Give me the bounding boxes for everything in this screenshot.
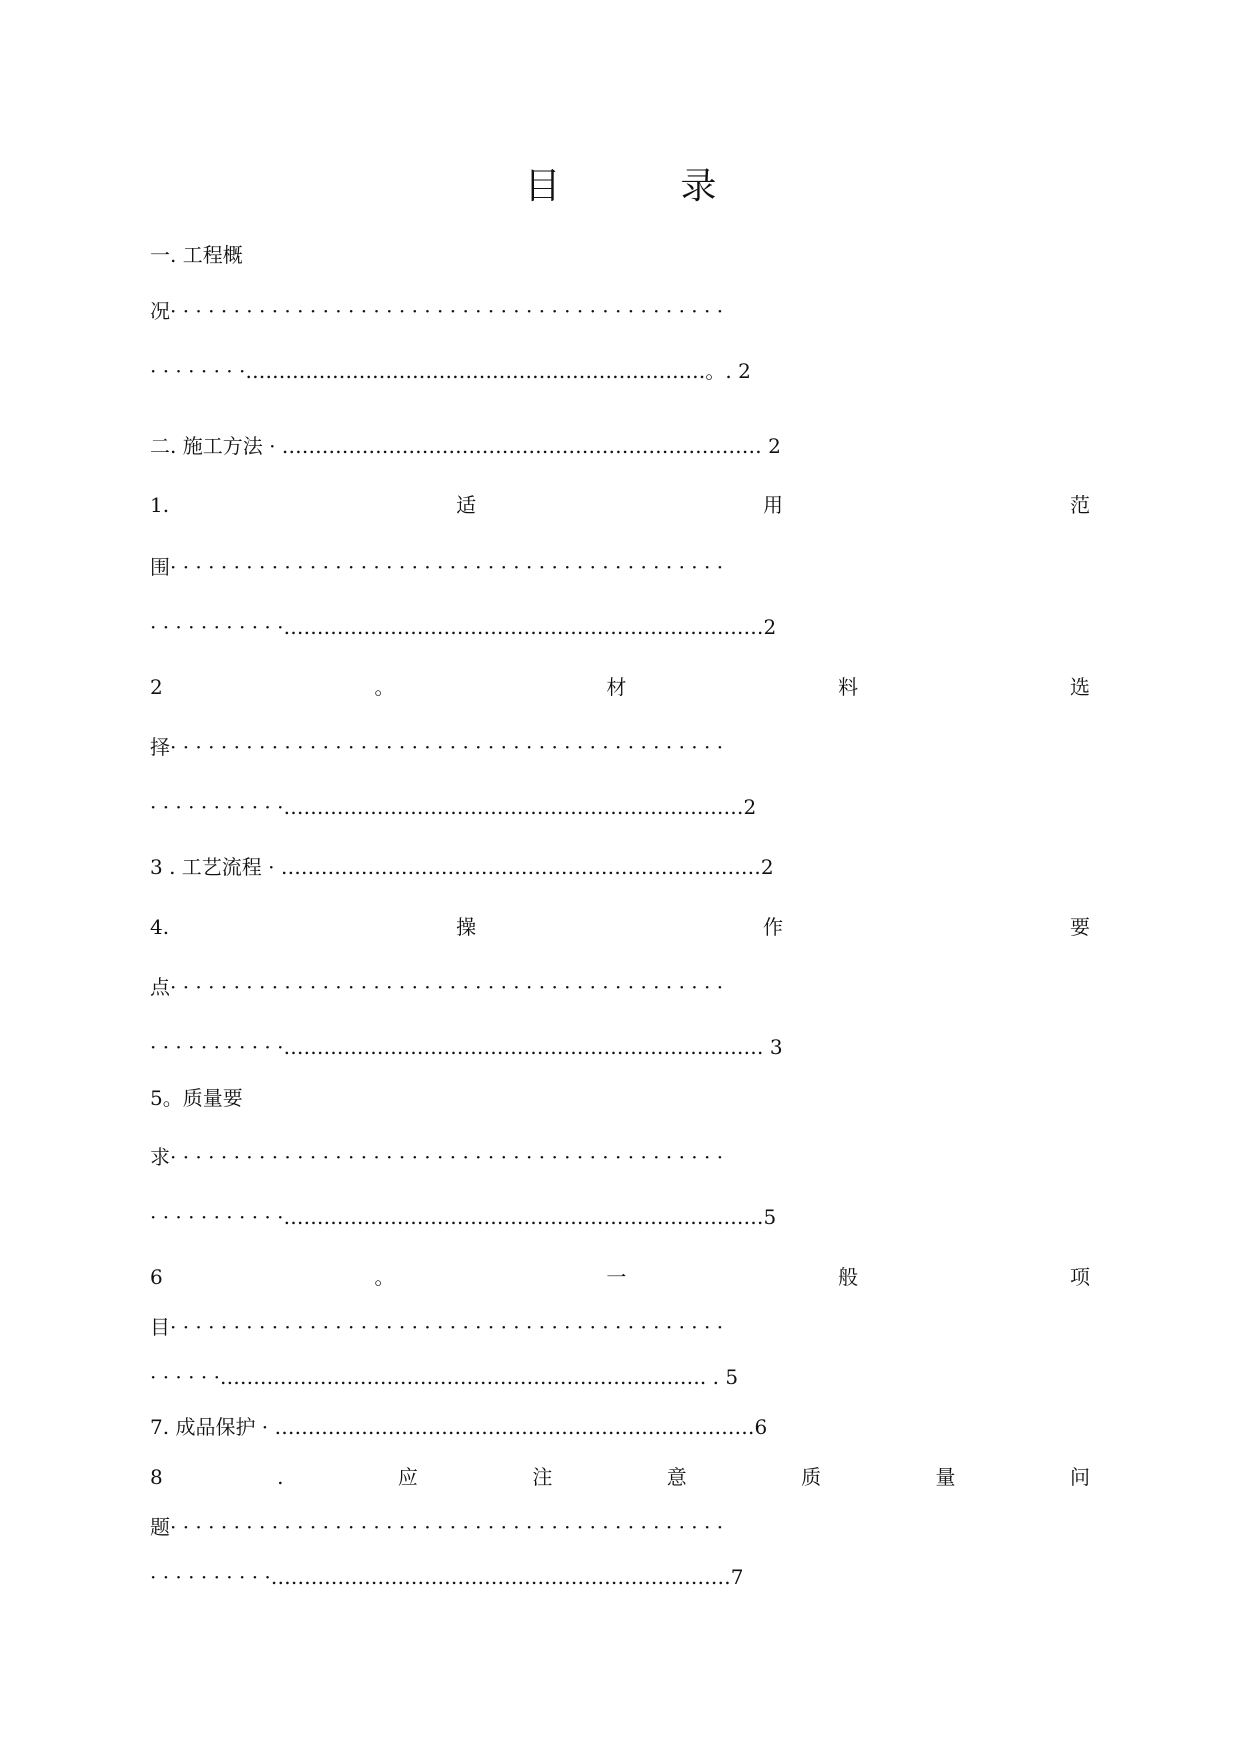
toc-text: .	[277, 1465, 284, 1489]
toc-text: 。	[374, 675, 395, 699]
toc-text: 8	[150, 1465, 163, 1489]
toc-text: 质	[801, 1465, 822, 1489]
toc-entry-2-6-page: · · · · · ·………………………………………………………………. . 5	[150, 1365, 739, 1389]
toc-text: 材	[606, 675, 627, 699]
toc-text: 用	[763, 493, 784, 517]
toc-entry-2-3: 3 . 工艺流程 · ………………………………………………………………2	[150, 855, 774, 879]
toc-entry-2-5-title: 5。质量要	[150, 1086, 243, 1110]
toc-text: 要	[1070, 915, 1090, 939]
toc-text: 般	[838, 1265, 859, 1289]
toc-text: 作	[763, 915, 784, 939]
toc-text: 4.	[150, 915, 170, 939]
toc-entry-2-2-page: · · · · · · · · · · ·……………………………………………………………2	[150, 795, 757, 819]
toc-text: 注	[532, 1465, 553, 1489]
toc-text: 料	[838, 675, 859, 699]
toc-entry-2-2-leader: 择· · · · · · · · · · · · · · · · · · · · · · · · · · · · · · · · · · · · · · · · · · · ·	[150, 735, 724, 759]
toc-text: 问	[1069, 1465, 1090, 1489]
toc-text: 操	[456, 915, 477, 939]
toc-entry-1-leader: 况· · · · · · · · · · · · · · · · · · · · · · · · · · · · · · · · · · · · · · · · · · · ·	[150, 299, 724, 323]
toc-entry-2-8-leader: 题· · · · · · · · · · · · · · · · · · · · · · · · · · · · · · · · · · · · · · · · · · · ·	[150, 1515, 724, 1539]
toc-text: 意	[666, 1465, 687, 1489]
toc-entry-2-5-page: · · · · · · · · · · ·………………………………………………………………5	[150, 1205, 777, 1229]
toc-text: 。	[374, 1265, 395, 1289]
toc-entry-2-6-title	[150, 1263, 1090, 1291]
toc-text: 2	[150, 675, 163, 699]
toc-entry-1-title: 一. 工程概	[150, 243, 243, 267]
toc-entry-2-2-title	[150, 673, 1090, 701]
toc-entry-1-page: · · · · · · · ·……………………………………………………………。. 2	[150, 359, 751, 383]
toc-entry-2-1-page: · · · · · · · · · · ·………………………………………………………………2	[150, 615, 777, 639]
toc-entry-2-4-page: · · · · · · · · · · ·……………………………………………………………… 3	[150, 1035, 783, 1059]
toc-entry-2-1-leader: 围· · · · · · · · · · · · · · · · · · · · · · · · · · · · · · · · · · · · · · · · · · · ·	[150, 555, 724, 579]
toc-entry-2-8-title	[150, 1463, 1090, 1491]
toc-text: 6	[150, 1265, 163, 1289]
toc-entry-2-4-title	[150, 913, 1090, 941]
title-char-2: 录	[680, 166, 717, 207]
title-char-1: 目	[524, 166, 561, 207]
toc-text: 选	[1069, 675, 1090, 699]
toc-entry-2-6-leader: 目· · · · · · · · · · · · · · · · · · · · · · · · · · · · · · · · · · · · · · · · · · · ·	[150, 1315, 724, 1339]
toc-entry-2-8-page: · · · · · · · · · ·……………………………………………………………7	[150, 1565, 744, 1589]
toc-text: 1.	[150, 493, 170, 517]
page-title	[0, 165, 1241, 209]
toc-text: 项	[1069, 1265, 1090, 1289]
toc-entry-2-5-leader: 求· · · · · · · · · · · · · · · · · · · · · · · · · · · · · · · · · · · · · · · · · · · ·	[150, 1145, 724, 1169]
toc-text: 一	[606, 1265, 627, 1289]
toc-text: 范	[1070, 493, 1090, 517]
toc-text: 应	[397, 1465, 418, 1489]
toc-entry-2: 二. 施工方法 · ……………………………………………………………… 2	[150, 434, 781, 458]
toc-entry-2-1-title	[150, 491, 1090, 519]
toc-text: 量	[935, 1465, 956, 1489]
toc-text: 适	[456, 493, 477, 517]
toc-entry-2-4-leader: 点· · · · · · · · · · · · · · · · · · · · · · · · · · · · · · · · · · · · · · · · · · · ·	[150, 975, 724, 999]
toc-entry-2-7: 7. 成品保护 · ………………………………………………………………6	[150, 1415, 768, 1439]
